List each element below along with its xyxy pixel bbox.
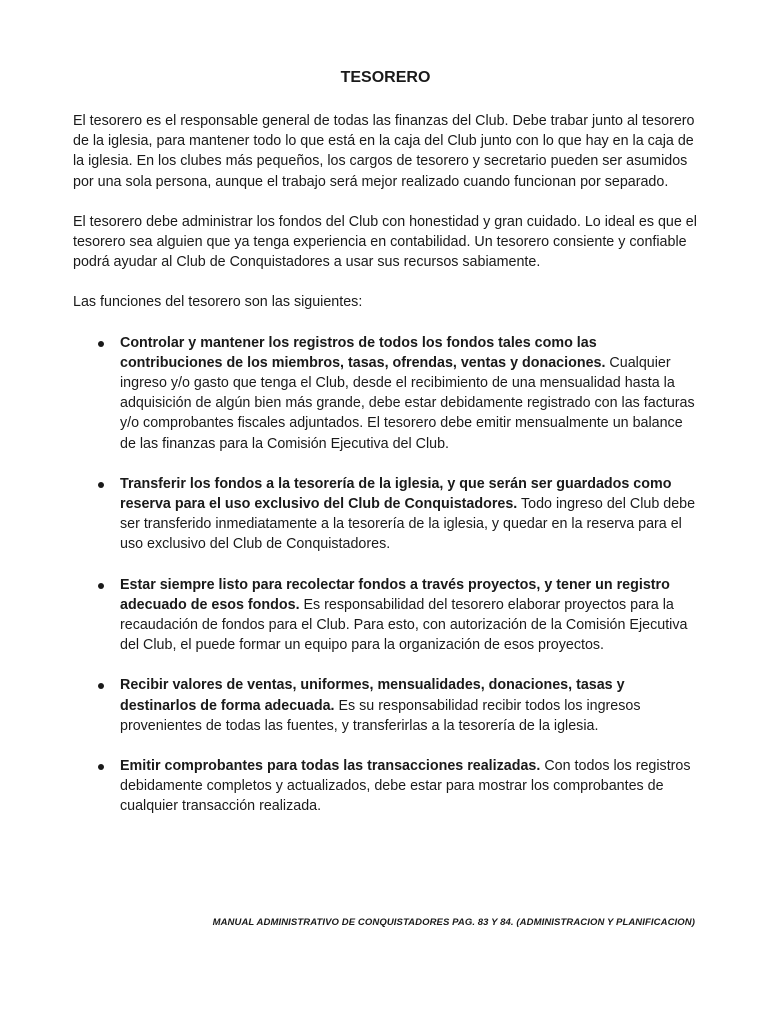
paragraph-administration: El tesorero debe administrar los fondos del Club con honestidad y gran cuidado. Lo ideal es que el tesorero sea alguien que ya tenga experiencia en contabilidad. Un tesorero consiente y confiable podrá ayudar al Club de Conquistadores a usar sus recursos sabiamente. (73, 213, 697, 271)
list-item-bold: Recibir valores de ventas, uniformes, mensualidades, donaciones, tasas y destinarlos de forma adecuada. (120, 677, 625, 714)
list-item (73, 333, 698, 454)
page-title: TESORERO (340, 69, 431, 86)
list-item (73, 575, 698, 656)
bullet-icon (98, 764, 104, 770)
list-item-bold: Estar siempre listo para recolectar fondos a través proyectos, y tener un registro adecuado de esos fondos. (120, 576, 670, 613)
list-item-text: Cualquier ingreso y/o gasto que tenga el Club, desde el recibimiento de una mensualidad hasta la adquisición de algún bien más grande, debe estar debidamente registrado con las facturas y/o comprobantes fiscales adjuntados. El tesorero debe emitir mensualmente un balance de las finanzas para la Comisión Ejecutiva del Club. (120, 354, 695, 452)
bullet-icon (98, 482, 104, 488)
list-item-text: Todo ingreso del Club debe ser transferido inmediatamente a la tesorería de la iglesia, y quedar en la reserva para el uso exclusivo del Club de Conquistadores. (120, 496, 696, 553)
list-item-text: Es su responsabilidad recibir todos los ingresos provenientes de todas las fuentes, y transferirlas a la tesorería de la iglesia. (120, 697, 641, 734)
list-item (73, 474, 698, 555)
list-item-text: Con todos los registros debidamente completos y actualizados, debe estar para mostrar los comprobantes de cualquier transacción realizada. (120, 758, 691, 815)
bullet-icon (98, 341, 104, 347)
bullet-icon (98, 583, 104, 589)
paragraph-functions-heading: Las funciones del tesorero son las siguientes: (73, 294, 363, 311)
footer-source-citation: MANUAL ADMINISTRATIVO DE CONQUISTADORES PAG. 83 Y 84. (ADMINISTRACION Y PLANIFICACION) (212, 917, 695, 928)
bullet-icon (98, 683, 104, 689)
list-item-bold: Transferir los fondos a la tesorería de la iglesia, y que serán ser guardados como reserva para el uso exclusivo del Club de Conquistadores. (120, 475, 672, 513)
functions-list (73, 333, 698, 817)
list-item (73, 675, 698, 736)
list-item (73, 756, 698, 817)
document-page (73, 68, 698, 837)
list-item-bold: Controlar y mantener los registros de todos los fondos tales como las contribuciones de los miembros, tasas, ofrendas, ventas y donaciones. (120, 334, 606, 371)
list-item-text: Es responsabilidad del tesorero elaborar proyectos para la recaudación de fondos para el Club. Para esto, con autorización de la Comisión Ejecutiva del Club, el puede formar un equipo para la organización de esos proyectos. (120, 596, 688, 654)
list-item-bold: Emitir comprobantes para todas las transacciones realizadas. (120, 758, 541, 775)
paragraph-intro: El tesorero es el responsable general de todas las finanzas del Club. Debe trabar junto al tesorero de la iglesia, para mantener todo lo que está en la caja del Club junto con lo que hay en la caja de la iglesia. En los clubes más pequeños, los cargos de tesorero y secretario pueden ser asumidos por una sola persona, aunque el trabajo será mejor realizado cuando funcionan por separado. (73, 113, 695, 190)
